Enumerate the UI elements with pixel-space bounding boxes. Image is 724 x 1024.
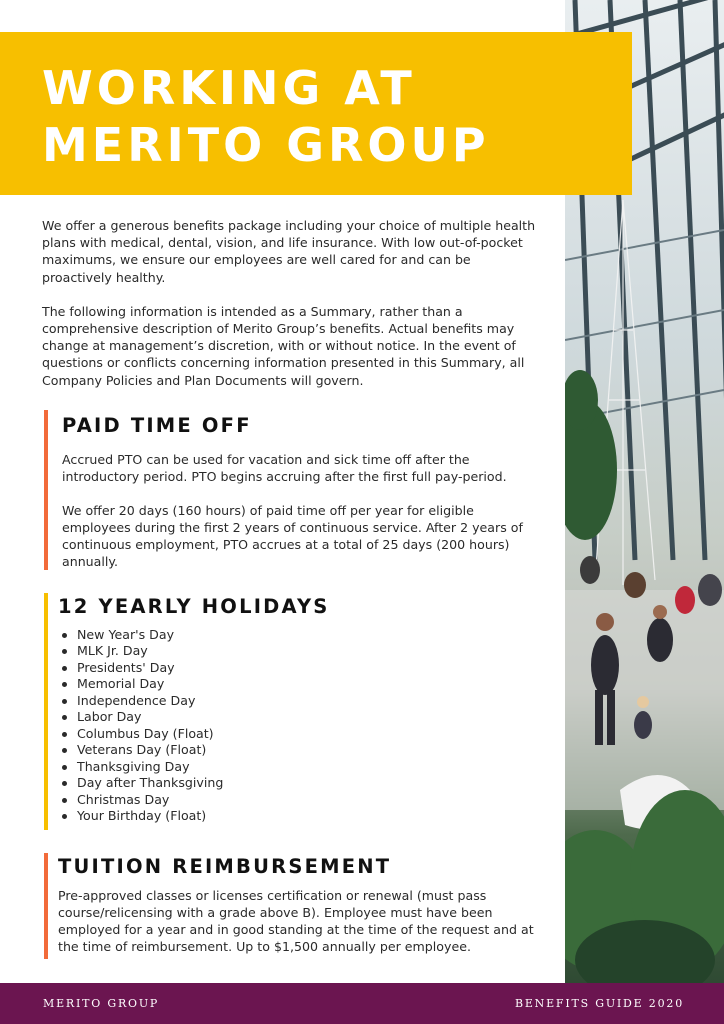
list-item: Christmas Day — [58, 792, 544, 808]
tuition-paragraph: Pre-approved classes or licenses certification or renewal (must pass course/relicensing with a grade above B). Employee must have been employed for a year and in good standing at the time of the request and at the time of reimbursement. Up to $1,500 annually per employee. — [58, 888, 534, 954]
holidays-section — [44, 593, 544, 830]
tuition-section — [44, 853, 544, 959]
list-item: Columbus Day (Float) — [58, 726, 544, 742]
list-item: Your Birthday (Float) — [58, 808, 544, 824]
pto-accent-bar — [44, 410, 48, 570]
intro-paragraph: We offer a generous benefits package including your choice of multiple health plans with medical, dental, vision, and life insurance. With low out-of-pocket maximums, we ensure our employees are well cared for and can be proactively healthy. — [42, 218, 536, 285]
pto-paragraph: We offer 20 days (160 hours) of paid time off per year for eligible employees during the first 2 years of continuous service. After 2 years of continuous employment, PTO accrues at a total of 25 days (200 hours) annually. — [62, 503, 523, 569]
header-banner — [0, 32, 632, 195]
list-item: Labor Day — [58, 709, 544, 725]
list-item: Independence Day — [58, 693, 544, 709]
tuition-body — [44, 887, 534, 955]
pto-heading: PAID TIME OFF — [62, 414, 252, 437]
holidays-list — [44, 627, 544, 824]
footer-guide-title: BENEFITS GUIDE 2020 — [514, 997, 684, 1010]
footer-company: MERITO GROUP — [43, 997, 160, 1010]
holidays-accent-bar — [44, 593, 48, 830]
pto-section — [44, 410, 544, 570]
list-item: Presidents' Day — [58, 660, 544, 676]
list-item: Day after Thanksgiving — [58, 775, 544, 791]
holidays-heading: 12 YEARLY HOLIDAYS — [58, 595, 330, 618]
pto-body — [44, 451, 524, 570]
list-item: Veterans Day (Float) — [58, 742, 544, 758]
footer-bar — [0, 983, 724, 1024]
intro-text — [42, 217, 542, 406]
list-item: Memorial Day — [58, 676, 544, 692]
pto-paragraph: Accrued PTO can be used for vacation and sick time off after the introductory period. PTO begins accruing after the first full pay-period. — [62, 452, 507, 484]
list-item: New Year's Day — [58, 627, 544, 643]
page-title: WORKING AT MERITO GROUP — [42, 61, 490, 172]
intro-paragraph: The following information is intended as a Summary, rather than a comprehensive description of Merito Group’s benefits. Actual benefits may change at management’s discretion, with or without notice. In the event of questions or conflicts concerning information presented in this Summary, all Company Policies and Plan Documents will govern. — [42, 303, 525, 388]
tuition-heading: TUITION REIMBURSEMENT — [58, 855, 392, 878]
list-item: MLK Jr. Day — [58, 643, 544, 659]
tuition-accent-bar — [44, 853, 48, 959]
list-item: Thanksgiving Day — [58, 759, 544, 775]
